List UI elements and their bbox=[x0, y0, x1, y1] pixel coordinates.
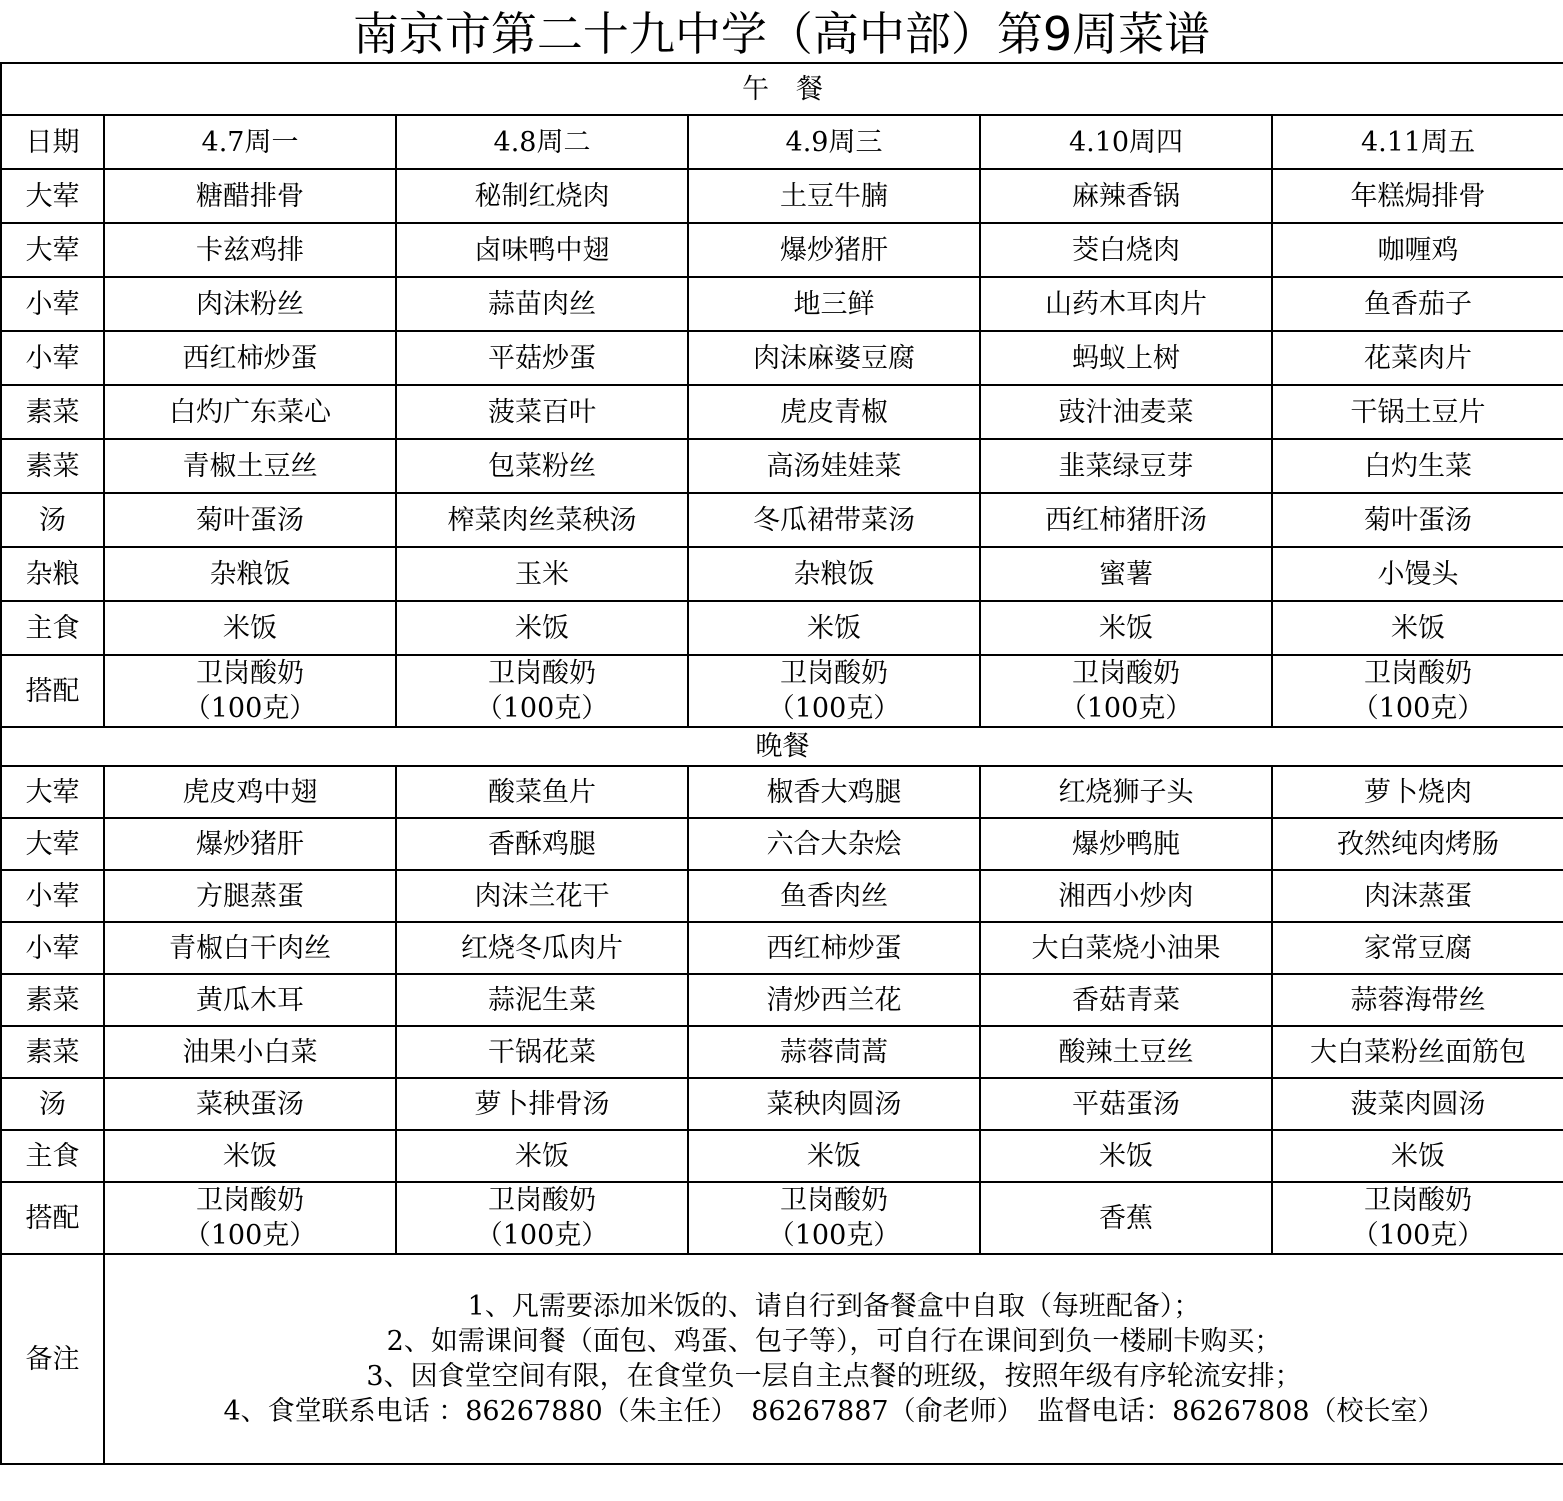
dish-cell: 咖喱鸡 bbox=[1272, 223, 1563, 277]
dish-cell: 大白菜烧小油果 bbox=[980, 922, 1272, 974]
dish-cell: 高汤娃娃菜 bbox=[688, 439, 980, 493]
dish-cell: 爆炒猪肝 bbox=[104, 818, 396, 870]
dish-cell: 肉沫兰花干 bbox=[396, 870, 688, 922]
dish-cell: 蒜苗肉丝 bbox=[396, 277, 688, 331]
dish-cell: 包菜粉丝 bbox=[396, 439, 688, 493]
row-label: 小荤 bbox=[1, 277, 104, 331]
row-label: 小荤 bbox=[1, 331, 104, 385]
pairing-row bbox=[1, 1182, 1563, 1254]
dish-cell: 花菜肉片 bbox=[1272, 331, 1563, 385]
dish-cell: 糖醋排骨 bbox=[104, 169, 396, 223]
meal-row bbox=[1, 277, 1563, 331]
pairing-cell bbox=[1272, 655, 1563, 727]
dish-cell: 杂粮饭 bbox=[104, 547, 396, 601]
row-label: 素菜 bbox=[1, 1026, 104, 1078]
pairing-cell bbox=[396, 1182, 688, 1254]
dish-cell: 青椒白干肉丝 bbox=[104, 922, 396, 974]
dish-cell: 鱼香肉丝 bbox=[688, 870, 980, 922]
meal-row bbox=[1, 870, 1563, 922]
dish-cell: 虎皮鸡中翅 bbox=[104, 766, 396, 818]
dish-cell: 麻辣香锅 bbox=[980, 169, 1272, 223]
dish-cell: 卤味鸭中翅 bbox=[396, 223, 688, 277]
meal-row bbox=[1, 331, 1563, 385]
pairing-cell bbox=[688, 655, 980, 727]
pairing-amount: （100克） bbox=[1351, 693, 1485, 724]
dish-cell: 菠菜百叶 bbox=[396, 385, 688, 439]
pairing-cell bbox=[104, 655, 396, 727]
date-cell: 4.8周二 bbox=[396, 115, 688, 169]
note-line: 2、如需课间餐（面包、鸡蛋、包子等），可自行在课间到负一楼刷卡购买； bbox=[386, 1326, 1282, 1357]
lunch-section-label-row bbox=[1, 63, 1563, 115]
pairing-cell bbox=[104, 1182, 396, 1254]
meal-row bbox=[1, 223, 1563, 277]
dish-cell: 油果小白菜 bbox=[104, 1026, 396, 1078]
row-label: 素菜 bbox=[1, 974, 104, 1026]
dish-cell: 卡兹鸡排 bbox=[104, 223, 396, 277]
row-label: 汤 bbox=[1, 1078, 104, 1130]
meal-row bbox=[1, 818, 1563, 870]
meal-row bbox=[1, 493, 1563, 547]
pairing-item: 香蕉 bbox=[1099, 1202, 1153, 1234]
dish-cell: 白灼生菜 bbox=[1272, 439, 1563, 493]
dish-cell: 肉沫麻婆豆腐 bbox=[688, 331, 980, 385]
dish-cell: 西红柿猪肝汤 bbox=[980, 493, 1272, 547]
dish-cell: 蒜蓉海带丝 bbox=[1272, 974, 1563, 1026]
meal-row bbox=[1, 385, 1563, 439]
dish-cell: 平菇蛋汤 bbox=[980, 1078, 1272, 1130]
dish-cell: 土豆牛腩 bbox=[688, 169, 980, 223]
dish-cell: 榨菜肉丝菜秧汤 bbox=[396, 493, 688, 547]
dish-cell: 米饭 bbox=[688, 601, 980, 655]
dish-cell: 韭菜绿豆芽 bbox=[980, 439, 1272, 493]
dish-cell: 蜜薯 bbox=[980, 547, 1272, 601]
dish-cell: 家常豆腐 bbox=[1272, 922, 1563, 974]
dish-cell: 白灼广东菜心 bbox=[104, 385, 396, 439]
dish-cell: 米饭 bbox=[104, 1130, 396, 1182]
dish-cell: 清炒西兰花 bbox=[688, 974, 980, 1026]
row-label: 大荤 bbox=[1, 169, 104, 223]
pairing-amount: （100克） bbox=[767, 1220, 901, 1251]
dish-cell: 蒜蓉茼蒿 bbox=[688, 1026, 980, 1078]
dish-cell: 米饭 bbox=[396, 1130, 688, 1182]
meal-row bbox=[1, 922, 1563, 974]
dish-cell: 菠菜肉圆汤 bbox=[1272, 1078, 1563, 1130]
dish-cell: 米饭 bbox=[396, 601, 688, 655]
dish-cell: 大白菜粉丝面筋包 bbox=[1272, 1026, 1563, 1078]
dish-cell: 山药木耳肉片 bbox=[980, 277, 1272, 331]
dish-cell: 米饭 bbox=[1272, 1130, 1563, 1182]
dish-cell: 米饭 bbox=[104, 601, 396, 655]
meal-row bbox=[1, 1026, 1563, 1078]
dish-cell: 香酥鸡腿 bbox=[396, 818, 688, 870]
row-label: 汤 bbox=[1, 493, 104, 547]
dish-cell: 红烧狮子头 bbox=[980, 766, 1272, 818]
dish-cell: 菜秧肉圆汤 bbox=[688, 1078, 980, 1130]
row-label: 主食 bbox=[1, 601, 104, 655]
meal-row bbox=[1, 547, 1563, 601]
note-line: 4、食堂联系电话 ：86267880（朱主任） 86267887（俞老师） 监督电话：86267808（校长室） bbox=[223, 1396, 1445, 1427]
dinner-section-label-row bbox=[1, 727, 1563, 766]
pairing-amount: （100克） bbox=[767, 693, 901, 724]
dish-cell: 椒香大鸡腿 bbox=[688, 766, 980, 818]
dish-cell: 方腿蒸蛋 bbox=[104, 870, 396, 922]
pairing-cell bbox=[980, 655, 1272, 727]
row-label: 大荤 bbox=[1, 818, 104, 870]
row-label: 搭配 bbox=[1, 1182, 104, 1254]
dish-cell: 西红柿炒蛋 bbox=[104, 331, 396, 385]
meal-row bbox=[1, 601, 1563, 655]
dish-cell: 西红柿炒蛋 bbox=[688, 922, 980, 974]
dish-cell: 菊叶蛋汤 bbox=[104, 493, 396, 547]
pairing-cell bbox=[1272, 1182, 1563, 1254]
pairing-amount: （100克） bbox=[1351, 1220, 1485, 1251]
dish-cell: 米饭 bbox=[980, 1130, 1272, 1182]
pairing-amount: （100克） bbox=[1059, 693, 1193, 724]
row-label: 小荤 bbox=[1, 922, 104, 974]
dish-cell: 肉沫蒸蛋 bbox=[1272, 870, 1563, 922]
row-label: 素菜 bbox=[1, 385, 104, 439]
pairing-cell bbox=[396, 655, 688, 727]
dish-cell: 干锅土豆片 bbox=[1272, 385, 1563, 439]
dish-cell: 玉米 bbox=[396, 547, 688, 601]
page-title: 南京市第二十九中学（高中部）第9周菜谱 bbox=[352, 7, 1211, 61]
dish-cell: 鱼香茄子 bbox=[1272, 277, 1563, 331]
dish-cell: 米饭 bbox=[980, 601, 1272, 655]
dish-cell: 菊叶蛋汤 bbox=[1272, 493, 1563, 547]
meal-row bbox=[1, 766, 1563, 818]
date-row bbox=[1, 115, 1563, 169]
dish-cell: 孜然纯肉烤肠 bbox=[1272, 818, 1563, 870]
meal-row bbox=[1, 439, 1563, 493]
date-cell: 4.9周三 bbox=[688, 115, 980, 169]
meal-row bbox=[1, 974, 1563, 1026]
dish-cell: 冬瓜裙带菜汤 bbox=[688, 493, 980, 547]
dish-cell: 菜秧蛋汤 bbox=[104, 1078, 396, 1130]
dish-cell: 虎皮青椒 bbox=[688, 385, 980, 439]
pairing-item: 卫岗酸奶 bbox=[488, 1185, 596, 1216]
dish-cell: 酸菜鱼片 bbox=[396, 766, 688, 818]
pairing-amount: （100克） bbox=[475, 1220, 609, 1251]
meal-row bbox=[1, 1078, 1563, 1130]
dish-cell: 湘西小炒肉 bbox=[980, 870, 1272, 922]
dish-cell: 地三鲜 bbox=[688, 277, 980, 331]
row-label: 素菜 bbox=[1, 439, 104, 493]
dish-cell: 米饭 bbox=[1272, 601, 1563, 655]
note-line: 1、凡需要添加米饭的、请自行到备餐盒中自取（每班配备）； bbox=[467, 1291, 1201, 1322]
pairing-item: 卫岗酸奶 bbox=[1364, 658, 1473, 689]
pairing-item: 卫岗酸奶 bbox=[1072, 658, 1180, 689]
meal-row bbox=[1, 169, 1563, 223]
dish-cell: 干锅花菜 bbox=[396, 1026, 688, 1078]
dish-cell: 米饭 bbox=[688, 1130, 980, 1182]
meal-row bbox=[1, 1130, 1563, 1182]
dish-cell: 秘制红烧肉 bbox=[396, 169, 688, 223]
dish-cell: 萝卜排骨汤 bbox=[396, 1078, 688, 1130]
pairing-item: 卫岗酸奶 bbox=[780, 658, 888, 689]
row-label: 主食 bbox=[1, 1130, 104, 1182]
dish-cell: 爆炒猪肝 bbox=[688, 223, 980, 277]
dish-cell: 杂粮饭 bbox=[688, 547, 980, 601]
row-label: 小荤 bbox=[1, 870, 104, 922]
dish-cell: 豉汁油麦菜 bbox=[980, 385, 1272, 439]
row-label: 搭配 bbox=[1, 655, 104, 727]
dish-cell: 六合大杂烩 bbox=[688, 818, 980, 870]
date-cell: 4.11周五 bbox=[1272, 115, 1563, 169]
notes-row bbox=[1, 1254, 1563, 1464]
dish-cell: 香菇青菜 bbox=[980, 974, 1272, 1026]
pairing-item: 卫岗酸奶 bbox=[488, 658, 596, 689]
dish-cell: 红烧冬瓜肉片 bbox=[396, 922, 688, 974]
pairing-row bbox=[1, 655, 1563, 727]
notes-label: 备注 bbox=[1, 1254, 104, 1464]
dish-cell: 青椒土豆丝 bbox=[104, 439, 396, 493]
pairing-item: 卫岗酸奶 bbox=[196, 1185, 304, 1216]
dinner-section-label: 晚餐 bbox=[1, 727, 1563, 766]
row-label: 大荤 bbox=[1, 223, 104, 277]
dish-cell: 年糕焗排骨 bbox=[1272, 169, 1563, 223]
date-cell: 4.7周一 bbox=[104, 115, 396, 169]
dish-cell: 萝卜烧肉 bbox=[1272, 766, 1563, 818]
notes-content bbox=[104, 1254, 1563, 1464]
dish-cell: 蚂蚁上树 bbox=[980, 331, 1272, 385]
dish-cell: 黄瓜木耳 bbox=[104, 974, 396, 1026]
pairing-cell bbox=[980, 1182, 1272, 1254]
pairing-amount: （100克） bbox=[183, 693, 317, 724]
note-line: 3、因食堂空间有限，在食堂负一层自主点餐的班级，按照年级有序轮流安排； bbox=[366, 1361, 1302, 1392]
pairing-item: 卫岗酸奶 bbox=[196, 658, 304, 689]
pairing-item: 卫岗酸奶 bbox=[780, 1185, 888, 1216]
pairing-amount: （100克） bbox=[475, 693, 609, 724]
dish-cell: 酸辣土豆丝 bbox=[980, 1026, 1272, 1078]
dish-cell: 爆炒鸭肫 bbox=[980, 818, 1272, 870]
dish-cell: 茭白烧肉 bbox=[980, 223, 1272, 277]
dish-cell: 蒜泥生菜 bbox=[396, 974, 688, 1026]
row-label: 杂粮 bbox=[1, 547, 104, 601]
lunch-section-label: 午 餐 bbox=[1, 63, 1563, 115]
menu-table bbox=[0, 62, 1563, 1465]
dish-cell: 平菇炒蛋 bbox=[396, 331, 688, 385]
pairing-cell bbox=[688, 1182, 980, 1254]
date-cell: 4.10周四 bbox=[980, 115, 1272, 169]
dish-cell: 肉沫粉丝 bbox=[104, 277, 396, 331]
row-label: 大荤 bbox=[1, 766, 104, 818]
date-label: 日期 bbox=[1, 115, 104, 169]
dish-cell: 小馒头 bbox=[1272, 547, 1563, 601]
pairing-item: 卫岗酸奶 bbox=[1364, 1185, 1473, 1216]
pairing-amount: （100克） bbox=[183, 1220, 317, 1251]
